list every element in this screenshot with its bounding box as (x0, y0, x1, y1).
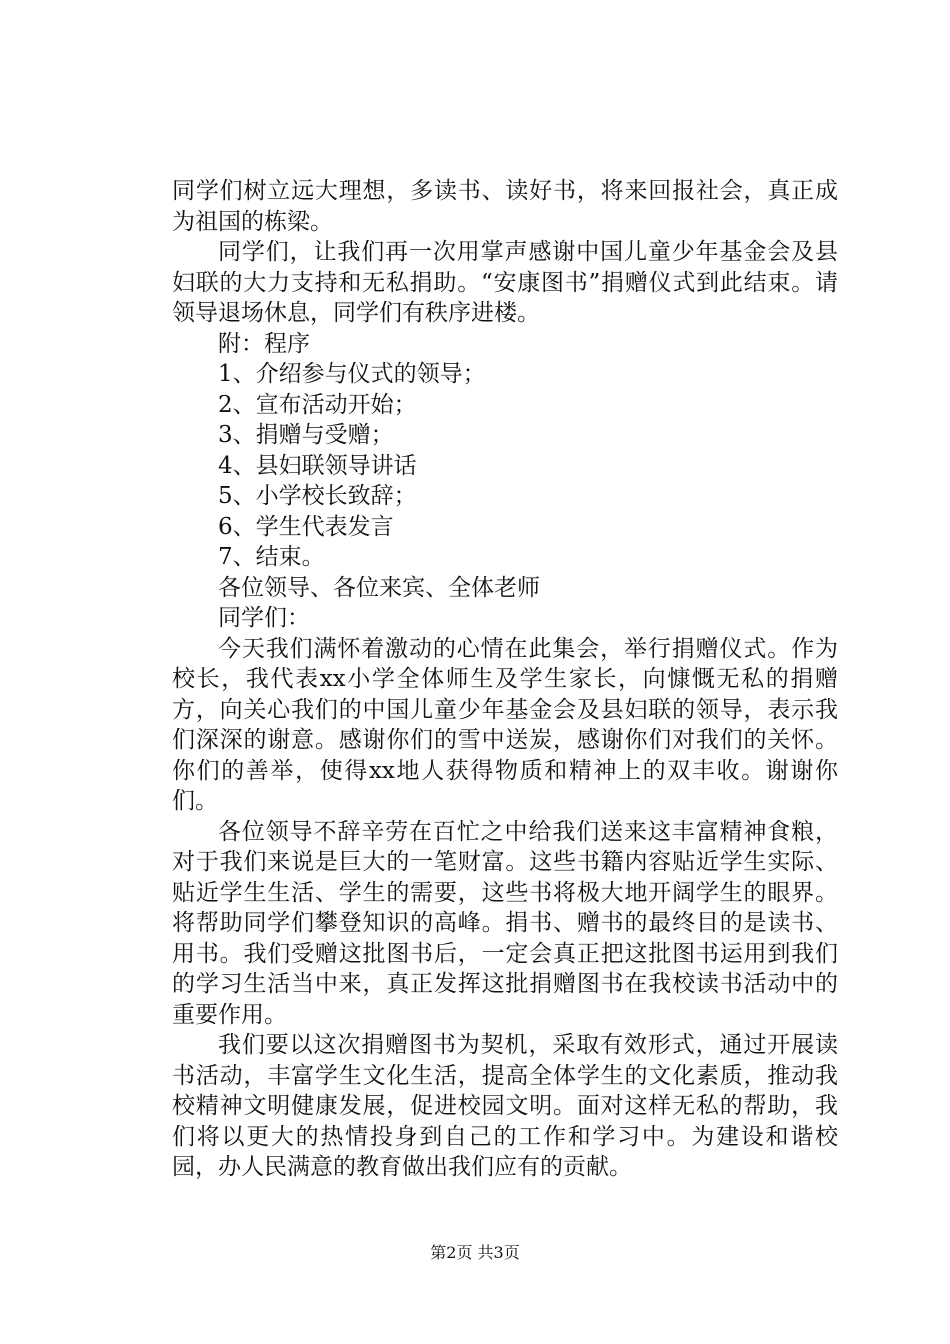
program-item: 6、学生代表发言 (218, 513, 394, 540)
paragraph: 同学们，让我们再一次用掌声感谢中国儿童少年基金会及县妇联的大力支持和无私捐助。“安康图书”捐赠仪式到此结束。请领导退场休息，同学们有秩序进楼。 (172, 239, 838, 326)
salutation: 同学们： (218, 605, 310, 631)
paragraph: 同学们树立远大理想，多读书、读好书，将来回报社会，真正成为祖国的栋梁。 (172, 178, 838, 235)
program-item: 4、县妇联领导讲话 (218, 452, 417, 479)
program-item: 5、小学校长致辞； (218, 483, 417, 509)
paragraph: 今天我们满怀着激动的心情在此集会，举行捐赠仪式。作为校长，我代表xx小学全体师生及学生家长，向慷慨无私的捐赠方，向关心我们的中国儿童少年基金会及县妇联的领导，表示我们深深的谢意。感谢你们的雪中送炭，感谢你们对我们的关怀。你们的善举，使得xx地人获得物质和精神上的双丰收。谢谢你们。 (172, 635, 838, 814)
program-item: 7、结束。 (218, 544, 325, 570)
document-body (172, 176, 838, 1183)
program-item: 2、宣布活动开始； (218, 391, 417, 418)
salutation: 各位领导、各位来宾、全体老师 (218, 574, 540, 601)
program-item: 1、介绍参与仪式的领导； (218, 361, 486, 387)
appendix-heading: 附：程序 (218, 330, 310, 357)
paragraph: 各位领导不辞辛劳在百忙之中给我们送来这丰富精神食粮，对于我们来说是巨大的一笔财富。这些书籍内容贴近学生实际、贴近学生生活、学生的需要，这些书将极大地开阔学生的眼界。将帮助同学们攀登知识的高峰。捐书、赠书的最终目的是读书、用书。我们受赠这批图书后，一定会真正把这批图书运用到我们的学习生活当中来，真正发挥这批捐赠图书在我校读书活动中的重要作用。 (172, 818, 838, 1028)
program-item: 3、捐赠与受赠； (218, 422, 394, 448)
page-number-footer: 第2页 共3页 (430, 1243, 520, 1262)
paragraph: 我们要以这次捐赠图书为契机，采取有效形式，通过开展读书活动，丰富学生文化生活，提高全体学生的文化素质，推动我校精神文明健康发展，促进校园文明。面对这样无私的帮助，我们将以更大的热情投身到自己的工作和学习中。为建设和谐校园，办人民满意的教育做出我们应有的贡献。 (172, 1032, 838, 1180)
